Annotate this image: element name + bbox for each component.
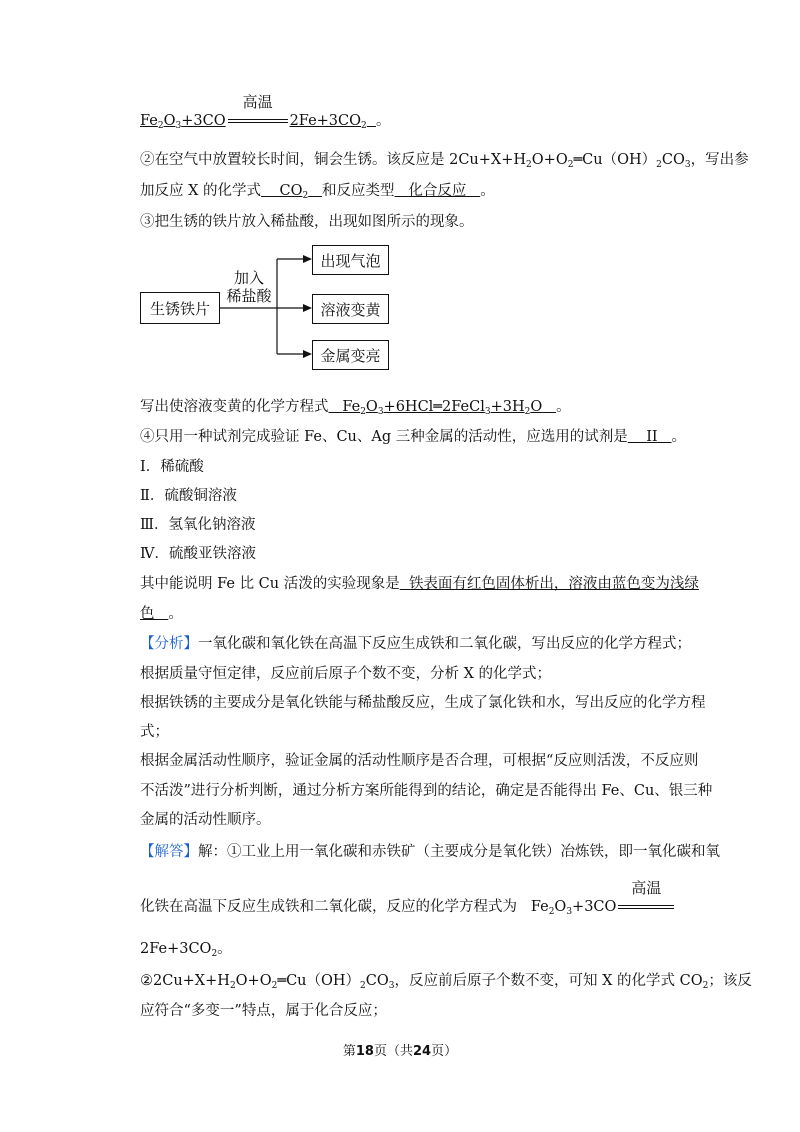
option-4: Ⅳ．硫酸亚铁溶液	[140, 546, 256, 562]
analysis-line-2: 根据质量守恒定律，反应前后原子个数不变，分析 X 的化学式；	[140, 666, 552, 682]
result-box-yellow: 溶液变黄	[312, 294, 389, 324]
solution-tag: 【解答】	[140, 844, 198, 860]
reagent-label: 加入 稀盐酸	[226, 269, 272, 305]
phenomenon-line-2: 色 。	[140, 606, 183, 622]
analysis-line-4: 式；	[140, 724, 169, 740]
equation-1: $Fe_2O_3+3CO$ 高温 $2Fe+3CO_2$ 。	[140, 93, 391, 131]
analysis-tag: 【分析】	[140, 636, 198, 652]
solution-line-5: 应符合“多变一”特点，属于化合反应；	[140, 1003, 387, 1019]
question-2-line-1: ②在空气中放置较长时间，铜会生锈。该反应是 $2Cu+X+H_2O+O_2═Cu(OH)_2CO_3$，写出参	[140, 152, 749, 170]
analysis-line-1: 【分析】一氧化碳和氧化铁在高温下反应生成铁和二氧化碳，写出反应的化学方程式；	[140, 636, 691, 652]
question-3: ③把生锈的铁片放入稀盐酸，出现如图所示的现象。	[140, 214, 474, 230]
result-box-bubbles: 出现气泡	[312, 245, 389, 275]
question-3-equation: 写出使溶液变黄的化学方程式 $Fe_2O_3+6HCl═2FeCl_3+3H_2O$ 。	[140, 399, 571, 417]
solution-line-3: $2Fe+3CO_2$。	[140, 941, 232, 959]
solution-line-2: 化铁在高温下反应生成铁和二氧化碳，反应的化学方程式为 $Fe_2O_3+3CO$ 高温	[140, 898, 676, 916]
question-2-line-2: 加反应 X 的化学式 $CO_2$ 和反应类型 化合反应 。	[140, 183, 495, 201]
start-box: 生锈铁片	[140, 292, 220, 324]
page-footer: 第18页（共24页）	[342, 1044, 458, 1059]
analysis-line-7: 金属的活动性顺序。	[140, 812, 271, 828]
diagram-connectors	[0, 0, 800, 400]
reaction-condition: 高温	[242, 93, 273, 111]
solution-line-4: $②2Cu+X+H_2O+O_2═Cu(OH)_2CO_3$，反应前后原子个数不变，可知 X 的化学式 $CO_2$；该反	[140, 973, 752, 991]
solution-line-1: 【解答】解：①工业上用一氧化碳和赤铁矿（主要成分是氧化铁）冶炼铁，即一氧化碳和氧	[140, 844, 720, 860]
page-number: 18	[355, 1044, 374, 1059]
page-total: 24	[413, 1044, 432, 1059]
analysis-line-5: 根据金属活动性顺序，验证金属的活动性顺序是否合理，可根据“反应则活泼，不反应则	[140, 753, 699, 769]
phenomenon-line-1: 其中能说明 Fe 比 Cu 活泼的实验现象是 铁表面有红色固体析出，溶液由蓝色变为浅绿	[140, 576, 699, 592]
option-1: Ⅰ．稀硫酸	[140, 459, 204, 475]
result-box-shiny: 金属变亮	[312, 340, 389, 370]
option-2: Ⅱ．硫酸铜溶液	[140, 488, 237, 504]
reaction-condition-2: 高温	[631, 879, 662, 897]
question-4: ④只用一种试剂完成验证 Fe、Cu、Ag 三种金属的活动性，应选用的试剂是 II 。	[140, 429, 686, 445]
analysis-line-6: 不活泼”进行分析判断，通过分析方案所能得到的结论，确定是否能得出 Fe、Cu、银三种	[140, 783, 713, 799]
analysis-line-3: 根据铁锈的主要成分是氧化铁能与稀盐酸反应，生成了氯化铁和水，写出反应的化学方程	[140, 695, 706, 711]
option-3: Ⅲ．氢氧化钠溶液	[140, 517, 256, 533]
